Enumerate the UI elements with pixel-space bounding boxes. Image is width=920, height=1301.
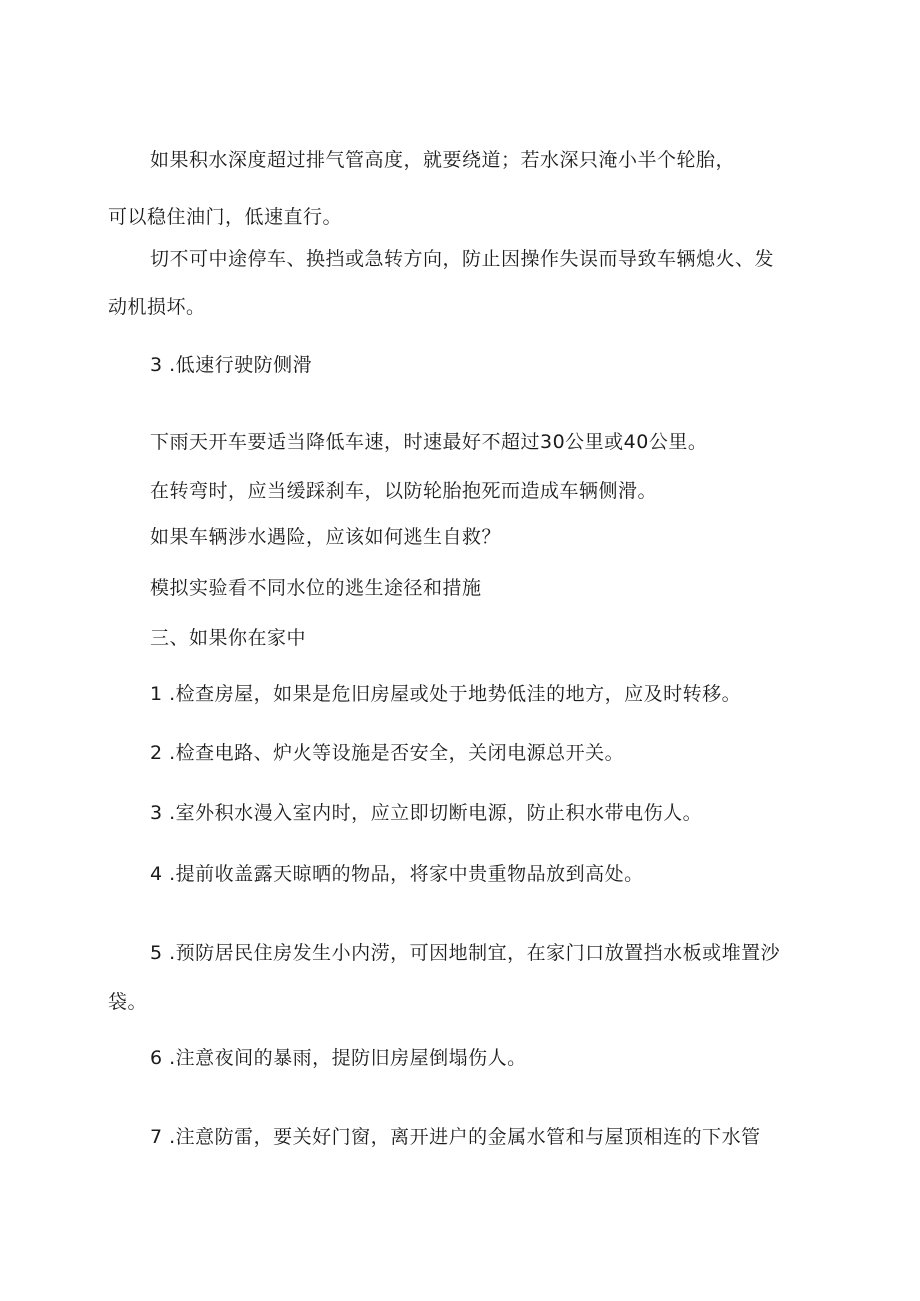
- paragraph-line: 切不可中途停车、换挡或急转方向，防止因操作失误而导致车辆熄火、发: [150, 248, 775, 270]
- list-item: 2 .检查电路、炉火等设施是否安全，关闭电源总开关。: [150, 742, 625, 764]
- paragraph-line: 如果积水深度超过排气管高度，就要绕道；若水深只淹小半个轮胎，: [150, 149, 736, 171]
- list-item-continuation: 袋。: [108, 991, 148, 1013]
- paragraph-line: 可以稳住油门，低速直行。: [108, 206, 343, 228]
- paragraph-line: 动机损坏。: [108, 296, 206, 318]
- list-item: 7 .注意防雷，要关好门窗，离开进户的金属水管和与屋顶相连的下水管: [150, 1126, 761, 1148]
- paragraph-line: 如果车辆涉水遇险，应该如何逃生自救？: [150, 526, 502, 548]
- list-item: 4 .提前收盖露天晾晒的物品，将家中贵重物品放到高处。: [150, 863, 644, 885]
- paragraph-line: 模拟实验看不同水位的逃生途径和措施: [150, 577, 482, 599]
- list-item: 1 .检查房屋，如果是危旧房屋或处于地势低洼的地方，应及时转移。: [150, 683, 742, 705]
- list-item: 5 .预防居民住房发生小内涝，可因地制宜，在家门口放置挡水板或堆置沙: [150, 942, 781, 964]
- paragraph-line: 在转弯时，应当缓踩刹车，以防轮胎抱死而造成车辆侧滑。: [150, 480, 658, 502]
- section-heading: 3 .低速行驶防侧滑: [150, 354, 313, 376]
- section-heading: 三、如果你在家中: [150, 627, 307, 649]
- list-item: 6 .注意夜间的暴雨，提防旧房屋倒塌伤人。: [150, 1047, 527, 1069]
- list-item: 3 .室外积水漫入室内时，应立即切断电源，防止积水带电伤人。: [150, 802, 703, 824]
- paragraph-line: 下雨天开车要适当降低车速，时速最好不超过30公里或40公里。: [150, 431, 708, 453]
